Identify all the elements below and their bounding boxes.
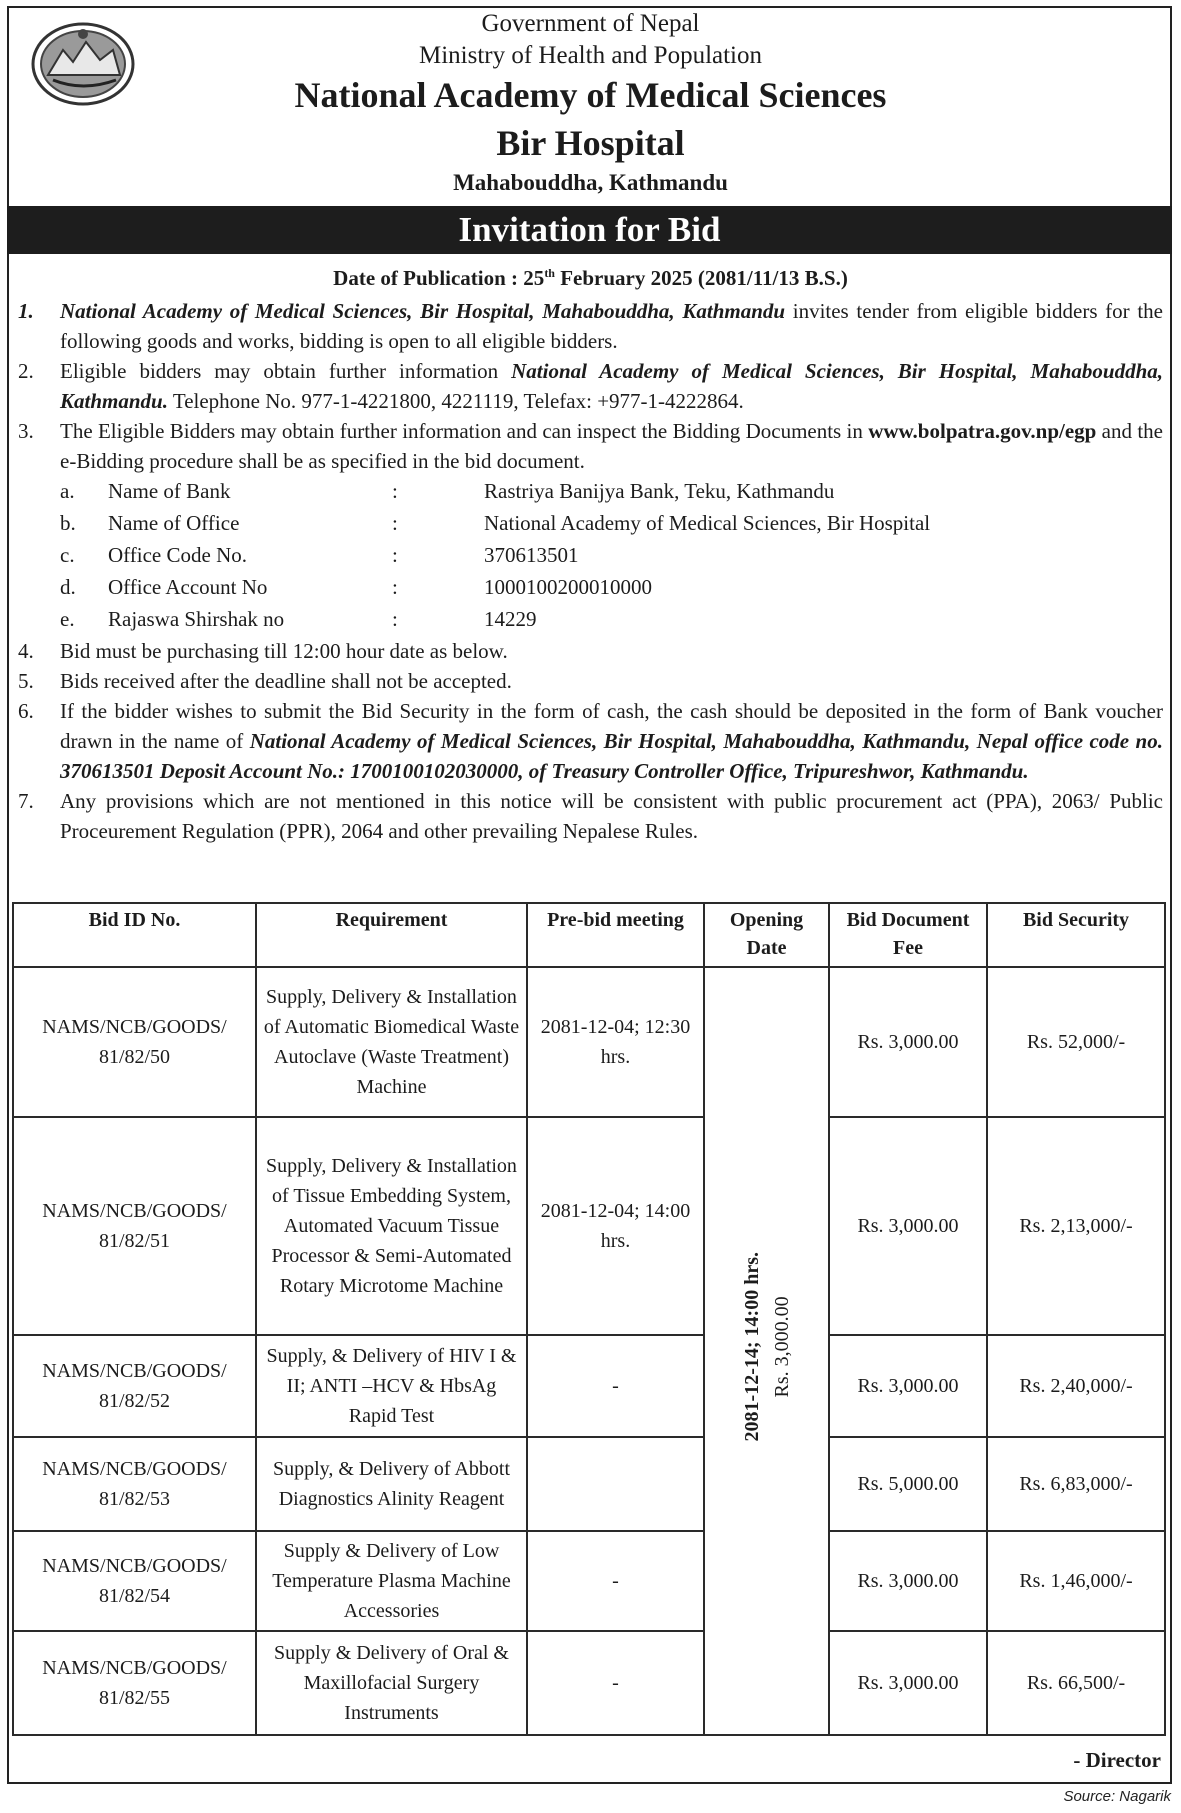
bank-row: d. Office Account No : 1000100200010000	[60, 575, 652, 599]
cell-prebid: -	[527, 1335, 704, 1437]
cell-bid-id: NAMS/NCB/GOODS/ 81/82/51	[13, 1117, 256, 1335]
header-government: Government of Nepal	[481, 10, 700, 37]
source-credit: Source: Nagarik	[1063, 1788, 1171, 1805]
col-header-opening-date: Opening Date	[704, 903, 829, 967]
cell-doc-fee: Rs. 3,000.00	[829, 1335, 987, 1437]
cell-requirement: Supply, & Delivery of HIV I & II; ANTI –HCV & HbsAg Rapid Test	[256, 1335, 527, 1437]
cell-security: Rs. 2,40,000/-	[987, 1335, 1165, 1437]
table-row	[13, 1437, 1165, 1531]
table-row	[13, 1335, 1165, 1437]
cell-prebid: 2081-12-04; 14:00 hrs.	[527, 1117, 704, 1335]
table-row	[13, 1117, 1165, 1335]
cell-bid-id: NAMS/NCB/GOODS/ 81/82/50	[13, 967, 256, 1117]
table-row	[13, 1531, 1165, 1631]
bank-row: b. Name of Office : National Academy of Medical Sciences, Bir Hospital	[60, 511, 931, 535]
col-header-prebid: Pre-bid meeting	[527, 903, 704, 967]
clause-3: 3. The Eligible Bidders may obtain further information and can inspect the Bidding Documents in www.bolpatra.gov.np/egp and the e-Bidding procedure shall be as specified in the bid document.	[18, 419, 1163, 473]
cell-doc-fee: Rs. 5,000.00	[829, 1437, 987, 1531]
signatory: - Director	[1073, 1748, 1161, 1772]
table-row	[13, 967, 1165, 1117]
publication-date: Date of Publication : 25th February 2025 (2081/11/13 B.S.)	[333, 266, 848, 290]
cell-bid-id: NAMS/NCB/GOODS/ 81/82/52	[13, 1335, 256, 1437]
cell-requirement: Supply, & Delivery of Abbott Diagnostics Alinity Reagent	[256, 1437, 527, 1531]
bolpatra-link[interactable]: www.bolpatra.gov.np/egp	[868, 419, 1097, 443]
header-hospital: Bir Hospital	[496, 123, 685, 163]
clause-7: 7. Any provisions which are not mentioned in this notice will be consistent with public procurement act (PPA), 2063/ Public Proceurement Regulation (PPR), 2064 and other prevailing Nepalese Rules.	[18, 789, 1163, 843]
cell-security: Rs. 66,500/-	[987, 1631, 1165, 1735]
cell-prebid: -	[527, 1531, 704, 1631]
bank-row: a. Name of Bank : Rastriya Banijya Bank, Teku, Kathmandu	[60, 479, 835, 503]
table-row	[13, 1631, 1165, 1735]
col-header-doc-fee: Bid Document Fee	[829, 903, 987, 967]
cell-doc-fee: Rs. 3,000.00	[829, 1631, 987, 1735]
cell-requirement: Supply & Delivery of Oral & Maxillofacial Surgery Instruments	[256, 1631, 527, 1735]
col-header-security: Bid Security	[987, 903, 1165, 967]
cell-bid-id: NAMS/NCB/GOODS/ 81/82/54	[13, 1531, 256, 1631]
cell-doc-fee: Rs. 3,000.00	[829, 1531, 987, 1631]
cell-security: Rs. 52,000/-	[987, 967, 1165, 1117]
cell-prebid: 2081-12-04; 12:30 hrs.	[527, 967, 704, 1117]
clause-6: 6. If the bidder wishes to submit the Bid Security in the form of cash, the cash should be deposited in the form of Bank voucher drawn in the name of National Academy of Medical Sciences, Bir Hospital, Mahabouddha, Kathmandu, Nepal office code no. 370613501 Deposit Account No.: 1700100102030000, of Treasury Controller Office, Tripureshwor, Kathmandu.	[18, 699, 1163, 783]
cell-security: Rs. 6,83,000/-	[987, 1437, 1165, 1531]
col-header-requirement: Requirement	[256, 903, 527, 967]
cell-doc-fee: Rs. 3,000.00	[829, 1117, 987, 1335]
cell-prebid: -	[527, 1631, 704, 1735]
cell-doc-fee: Rs. 3,000.00	[829, 967, 987, 1117]
cell-bid-id: NAMS/NCB/GOODS/ 81/82/55	[13, 1631, 256, 1735]
opening-date-text: 2081-12-14; 14:00 hrs. Rs. 3,000.00	[740, 1251, 793, 1442]
cell-prebid	[527, 1437, 704, 1531]
cell-requirement: Supply, Delivery & Installation of Automatic Biomedical Waste Autoclave (Waste Treatment) Machine	[256, 967, 527, 1117]
cell-requirement: Supply & Delivery of Low Temperature Plasma Machine Accessories	[256, 1531, 527, 1631]
bank-details	[18, 476, 1163, 636]
table-header-row	[13, 903, 1165, 967]
header-ministry: Ministry of Health and Population	[418, 42, 763, 69]
cell-security: Rs. 2,13,000/-	[987, 1117, 1165, 1335]
bank-row: c. Office Code No. : 370613501	[60, 543, 579, 567]
header-location: Mahabouddha, Kathmandu	[453, 170, 728, 195]
cell-opening-date	[704, 967, 829, 1735]
clause-2: 2. Eligible bidders may obtain further information National Academy of Medical Sciences, Bir Hospital, Mahabouddha, Kathmandu. Telephone No. 977-1-4221800, 4221119, Telefax: +977-1-4222864.	[18, 359, 1164, 413]
cell-security: Rs. 1,46,000/-	[987, 1531, 1165, 1631]
notice-body	[18, 296, 1163, 846]
cell-bid-id: NAMS/NCB/GOODS/ 81/82/53	[13, 1437, 256, 1531]
col-header-bid-id: Bid ID No.	[13, 903, 256, 967]
bank-row: e. Rajaswa Shirshak no : 14229	[60, 607, 537, 631]
bid-table	[12, 902, 1166, 1736]
header-academy: National Academy of Medical Sciences	[294, 75, 887, 115]
clause-4: 4. Bid must be purchasing till 12:00 hour date as below.	[18, 639, 508, 663]
cell-requirement: Supply, Delivery & Installation of Tissue Embedding System, Automated Vacuum Tissue Processor & Semi-Automated Rotary Microtome Machine	[256, 1117, 527, 1335]
clause-1: 1. National Academy of Medical Sciences, Bir Hospital, Mahabouddha, Kathmandu invites tender from eligible bidders for the following goods and works, bidding is open to all eligible bidders.	[18, 299, 1163, 353]
title-banner: Invitation for Bid	[7, 206, 1172, 254]
clause-5: 5. Bids received after the deadline shall not be accepted.	[18, 669, 512, 693]
